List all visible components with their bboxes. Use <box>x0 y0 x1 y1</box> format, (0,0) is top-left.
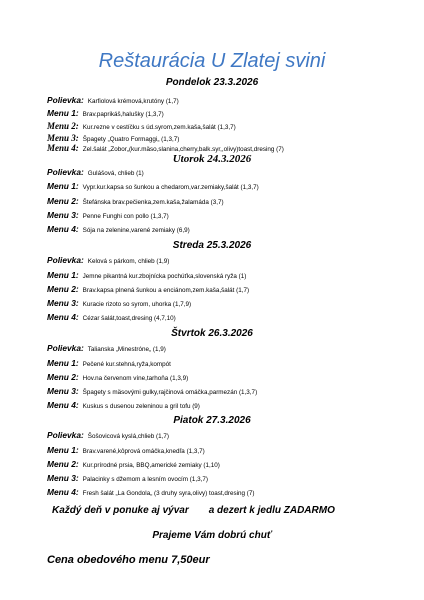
menu-row <box>47 343 166 355</box>
day-heading-wednesday: Streda 25.3.2026 <box>172 240 252 251</box>
menu-price: Cena obedového menu 7,50eur <box>47 554 210 566</box>
menu-row-label: Menu 3: <box>47 210 79 220</box>
menu-row-dish: Kur.prírodné prsia, BBQ,americké zemiaky (1,10) <box>82 462 220 469</box>
menu-row <box>47 95 179 107</box>
menu-row <box>47 181 259 193</box>
menu-row <box>47 196 224 208</box>
menu-row <box>47 473 208 485</box>
menu-row <box>47 459 220 471</box>
day-heading-monday: Pondelok 23.3.2026 <box>165 77 259 88</box>
menu-row-dish: Brav.varené,kôprová omáčka,knedľa (1,3,7) <box>82 448 205 455</box>
menu-row-label: Menu 4: <box>47 224 79 234</box>
menu-row-dish: Špagety „Quatro Formaggi„ (1,3,7) <box>82 136 180 143</box>
menu-row <box>47 167 144 179</box>
menu-row-label: Polievka: <box>47 167 84 177</box>
menu-row-label: Polievka: <box>47 95 84 105</box>
menu-row-dish: Pečené kur.stehná,ryža,kompót <box>82 361 171 368</box>
daily-offer-prefix: Každý deň v ponuke aj vývar <box>52 505 189 516</box>
menu-row <box>47 312 176 324</box>
menu-row <box>47 284 249 296</box>
menu-row <box>47 298 191 310</box>
menu-row <box>47 386 257 398</box>
menu-row-label: Menu 1: <box>47 445 79 455</box>
daily-offer-note <box>52 505 335 516</box>
menu-row-label: Menu 2: <box>47 196 79 206</box>
menu-row-dish: Šošovicová kyslá,chlieb (1,7) <box>87 433 169 440</box>
menu-row-label: Menu 2: <box>47 372 79 382</box>
menu-row-dish: Karfiolová krémová,krutóny (1,7) <box>87 98 179 105</box>
menu-row-dish: Kelová s párkom, chlieb (1,9) <box>87 258 170 265</box>
menu-row-dish: Zel.šalát „Zobor„(kur.mäso,slanina,cherry,balk.syr,,olivy)toast,dresing (7) <box>82 146 284 153</box>
menu-row-label: Menu 2: <box>47 459 79 469</box>
restaurant-title: Reštaurácia U Zlatej svini <box>98 50 326 72</box>
menu-row-label: Menu 2: <box>47 284 79 294</box>
menu-row-label: Menu 1: <box>47 270 79 280</box>
menu-row-dish: Fresh šalát „La Gondola„ (3 druhy syra,olivy) toast,dresing (7) <box>82 490 255 497</box>
day-heading-tuesday: Utorok 24.3.2026 <box>172 153 252 165</box>
menu-row-label: Menu 3: <box>47 386 79 396</box>
menu-row-label: Menu 2: <box>47 121 79 131</box>
menu-row <box>47 121 236 133</box>
menu-row-label: Menu 1: <box>47 181 79 191</box>
menu-row-dish: Kuracie rizoto so syrom, uhorka (1,7,9) <box>82 301 192 308</box>
menu-row-label: Polievka: <box>47 343 84 353</box>
menu-row-label: Menu 4: <box>47 312 79 322</box>
menu-row <box>47 430 169 442</box>
menu-row <box>47 400 200 412</box>
day-heading-friday: Piatok 27.3.2026 <box>173 415 251 426</box>
menu-row <box>47 372 188 384</box>
menu-row-dish: Kur.rezne v cestíčku s úd.syrom,zem.kaša,šalát (1,3,7) <box>82 124 236 131</box>
menu-row <box>47 358 171 370</box>
menu-row <box>47 255 169 267</box>
menu-row-dish: Štefánska brav.pečienka,zem.kaša,žalamáda (3,7) <box>82 199 224 206</box>
menu-row-dish: Palacinky s džemom a lesním ovocím (1,3,7) <box>82 476 208 483</box>
menu-row-dish: Brav.paprikáš,halušky (1,3,7) <box>82 111 164 118</box>
menu-row-label: Menu 1: <box>47 108 79 118</box>
menu-row-label: Menu 3: <box>47 133 79 143</box>
menu-row-label: Menu 1: <box>47 358 79 368</box>
greeting-text: Prajeme Vám dobrú chuť <box>152 530 272 541</box>
menu-row <box>47 270 246 282</box>
menu-row-label: Menu 4: <box>47 487 79 497</box>
menu-row-dish: Hov.na červenom víne,tarhoňa (1,3,9) <box>82 375 189 382</box>
menu-row-dish: Vypr.kur.kapsa so šunkou a chedarom,var.zemiaky,šalát (1,3,7) <box>82 184 259 191</box>
menu-row-label: Polievka: <box>47 255 84 265</box>
menu-row <box>47 487 254 499</box>
menu-row <box>47 210 169 222</box>
menu-row-dish: Sója na zelenine,varené zemiaky (6,9) <box>82 227 190 234</box>
menu-row <box>47 224 190 236</box>
menu-row-label: Menu 3: <box>47 298 79 308</box>
menu-row-dish: Špagety s mäsovými gulky,rajčinová omáčka,parmezán (1,3,7) <box>82 389 258 396</box>
menu-row-label: Menu 4: <box>47 143 79 153</box>
menu-row-dish: Talianska „Minestróne„ (1,9) <box>87 346 166 353</box>
menu-row-dish: Brav.kapsa plnená šunkou a enciánom,zem.kaša,šalát (1,7) <box>82 287 250 294</box>
menu-row <box>47 445 205 457</box>
menu-row-label: Menu 4: <box>47 400 79 410</box>
menu-row-dish: Kuskus s dusenou zeleninou a gril tofu (9) <box>82 403 200 410</box>
menu-row-dish: Jemne pikantná kur.zbojnícka pochúťka,slovenská ryža (1) <box>82 273 247 280</box>
menu-row-dish: Penne Funghi con pollo (1,3,7) <box>82 213 169 220</box>
menu-row-dish: Gulášová, chlieb (1) <box>87 170 144 177</box>
daily-offer-suffix: a dezert k jedlu ZADARMO <box>208 505 335 516</box>
menu-row-label: Polievka: <box>47 430 84 440</box>
menu-row-label: Menu 3: <box>47 473 79 483</box>
day-heading-thursday: Štvrtok 26.3.2026 <box>171 328 253 339</box>
menu-row <box>47 108 164 120</box>
menu-row-dish: Cézar šalát,toast,dresing (4,7,10) <box>82 315 176 322</box>
